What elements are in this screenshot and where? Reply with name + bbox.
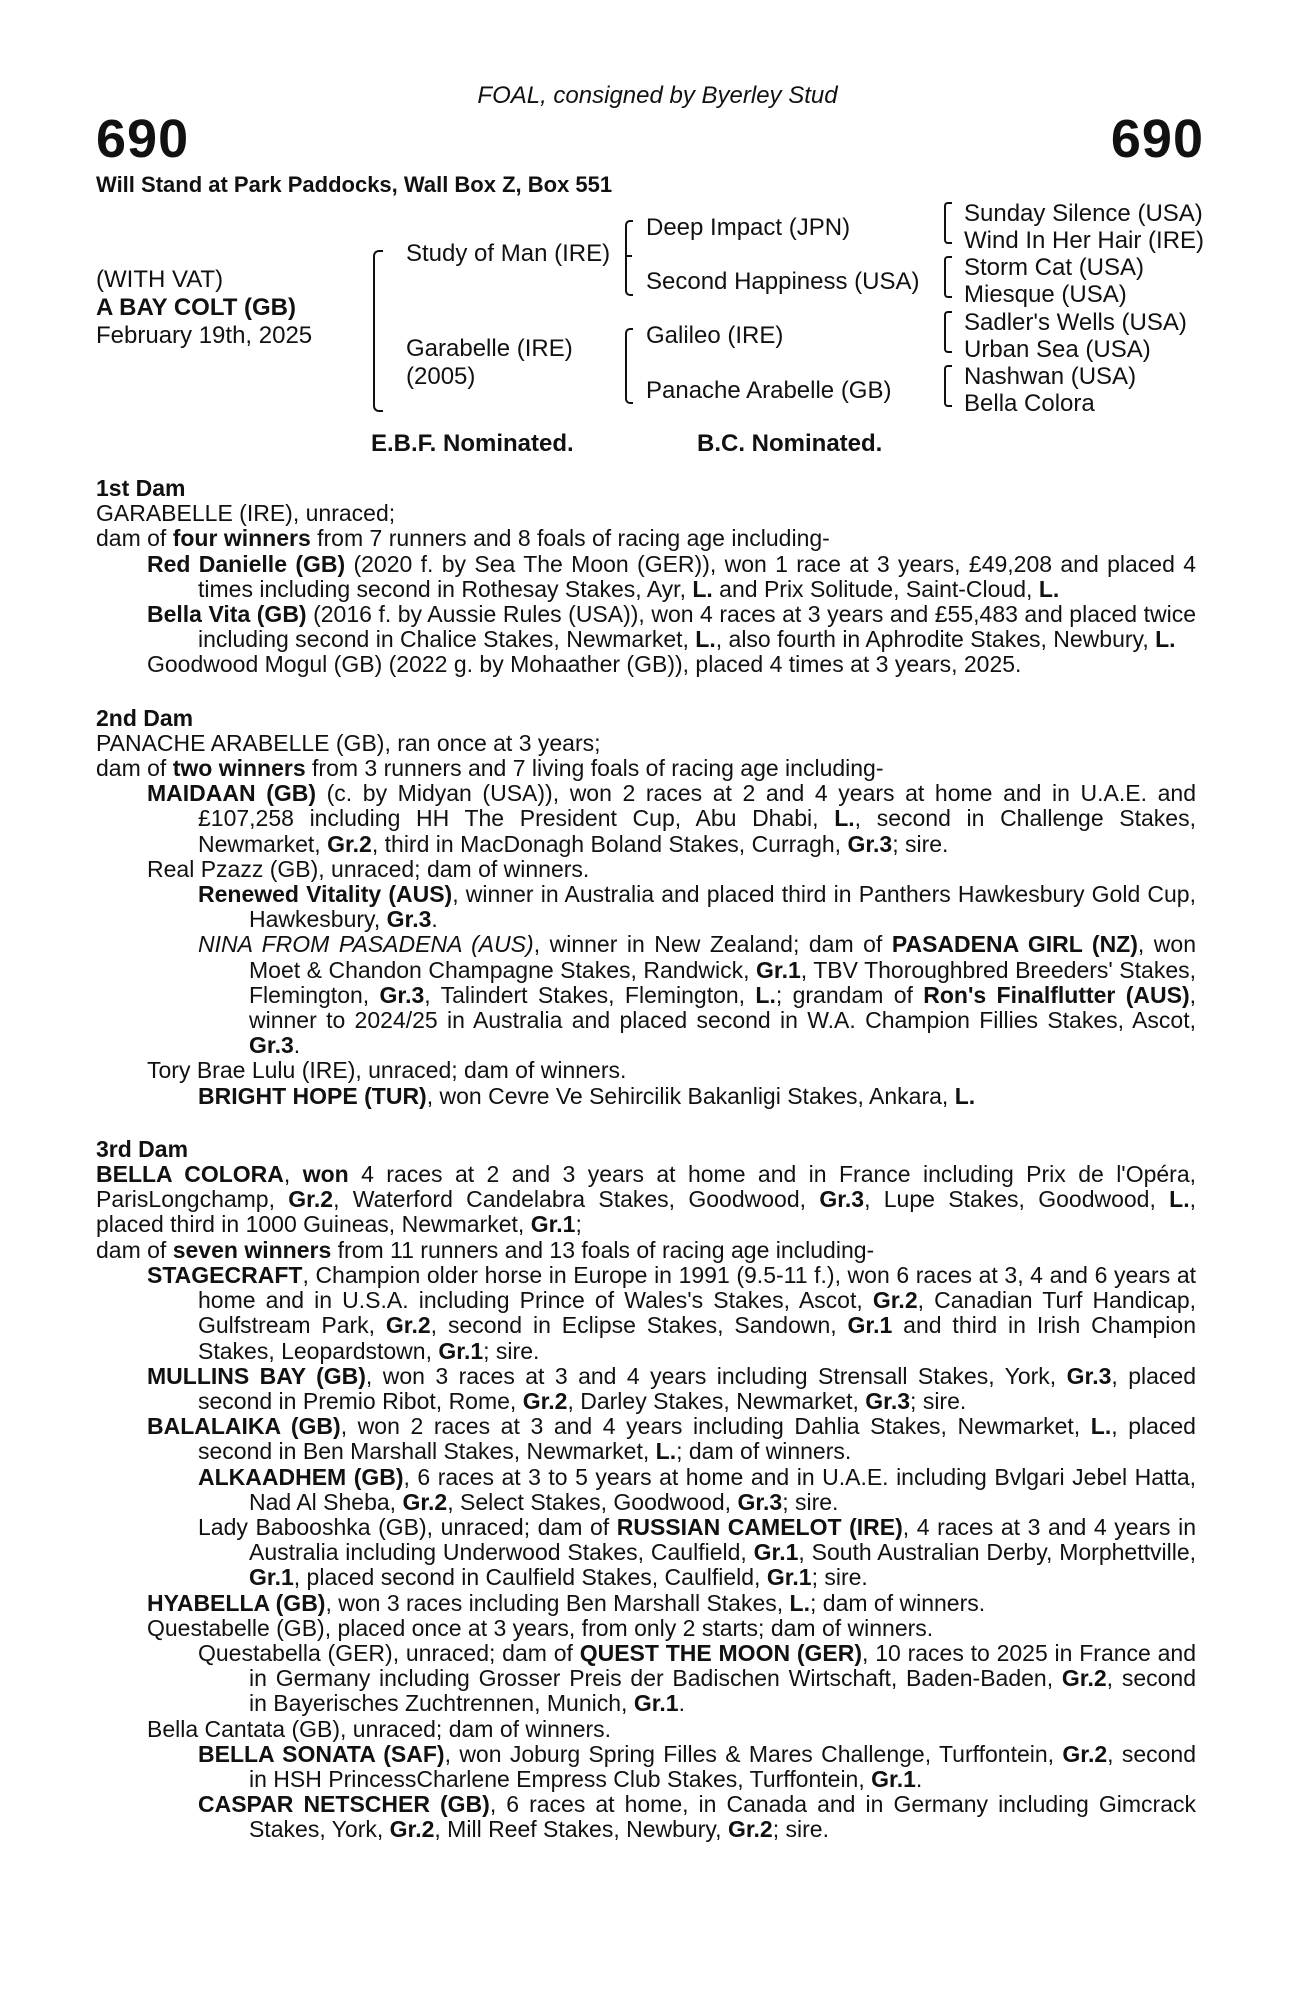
second-dam-produce-summary: dam of two winners from 3 runners and 7 living foals of racing age including- <box>96 755 884 782</box>
first-dam-entry: Red Danielle (GB) (2020 f. by Sea The Moon (GER)), won 1 race at 3 years, £49,208 and placed 4 times including second in Rothesay Stakes, Ayr, L. and Prix Solitude, Saint-Cloud, L. <box>147 550 1196 602</box>
third-dam-entry: STAGECRAFT, Champion older horse in Europe in 1991 (9.5-11 f.), won 6 races at 3, 4 and 6 years at home and in U.S.A. including Prince of Wales's Stakes, Ascot, Gr.2, Canadian Turf Handicap, Gulfstream Park, Gr.2, second in Eclipse Stakes, Sandown, Gr.1 and third in Irish Champion Stakes, Leopardstown, Gr.1; sire. <box>147 1261 1197 1364</box>
pedigree-g5: Sadler's Wells (USA) <box>964 309 1187 336</box>
third-dam-heading: 3rd Dam <box>96 1135 189 1162</box>
pedigree-sire-sire: Deep Impact (JPN) <box>646 214 851 241</box>
brace-sire-mid <box>625 255 632 257</box>
pedigree-dam-year: (2005) <box>406 363 476 390</box>
catalogue-body <box>96 476 1196 1843</box>
first-dam-heading: 1st Dam <box>96 475 186 501</box>
second-dam-entry: MAIDAAN (GB) (c. by Midyan (USA)), won 2 races at 2 and 4 years at home and in U.A.E. and £107,258 including HH The President Cup, Abu Dhabi, L., second in Challenge Stakes, Newmarket, Gr.2, third in MacDonagh Boland Stakes, Curragh, Gr.3; sire. <box>147 780 1196 857</box>
first-dam-entry: Goodwood Mogul (GB) (2022 g. by Mohaather (GB)), placed 4 times at 3 years, 2025. <box>147 651 1022 678</box>
first-dam-produce-summary: dam of four winners from 7 runners and 8 foals of racing age including- <box>96 525 830 552</box>
second-dam-subentry: Renewed Vitality (AUS), winner in Australia and placed third in Panthers Hawkesbury Gold Cup, Hawkesbury, Gr.3. <box>198 881 1196 933</box>
lot-title: A BAY COLT (GB) <box>96 294 297 321</box>
third-dam-entry: BALALAIKA (GB), won 2 races at 3 and 4 years including Dahlia Stakes, Newmarket, L., placed second in Ben Marshall Stakes, Newmarket, L.; dam of winners. <box>147 1413 1196 1465</box>
pedigree-g2: Wind In Her Hair (IRE) <box>964 227 1205 254</box>
pedigree-dam: Garabelle (IRE) <box>406 335 573 362</box>
second-dam-subentry: BRIGHT HOPE (TUR), won Cevre Ve Sehircilik Bakanligi Stakes, Ankara, L. <box>198 1082 976 1109</box>
brace-g3 <box>944 311 952 353</box>
first-dam-line: GARABELLE (IRE), unraced; <box>96 500 396 527</box>
foaling-date: February 19th, 2025 <box>96 322 313 349</box>
brace-g1 <box>944 202 952 244</box>
pedigree-g7: Nashwan (USA) <box>964 363 1137 390</box>
third-dam-produce-summary: dam of seven winners from 11 runners and 13 foals of racing age including- <box>96 1236 875 1263</box>
first-dam-entry: Bella Vita (GB) (2016 f. by Aussie Rules (USA)), won 4 races at 3 years and £55,483 and placed twice including second in Chalice Stakes, Newmarket, L., also fourth in Aphrodite Stakes, Newbury, L. <box>147 601 1196 653</box>
brace-g4 <box>944 365 952 407</box>
consignor-line: FOAL, consigned by Byerley Stud <box>477 82 838 109</box>
brace-sire <box>625 220 633 296</box>
third-dam-entry: Questabelle (GB), placed once at 3 years, from only 2 starts; dam of winners. <box>147 1614 934 1641</box>
third-dam-subentry: Questabella (GER), unraced; dam of QUEST THE MOON (GER), 10 races to 2025 in France and in Germany including Grosser Preis der Badischen Wirtschaft, Baden-Baden, Gr.2, second in Bayerisches Zuchtrennen, Munich, Gr.1. <box>198 1639 1196 1717</box>
second-dam-line: PANACHE ARABELLE (GB), ran once at 3 years; <box>96 729 601 756</box>
pedigree-sire-dam: Second Happiness (USA) <box>646 268 920 295</box>
second-dam-subentry: NINA FROM PASADENA (AUS), winner in New Zealand; dam of PASADENA GIRL (NZ), won Moet & Chandon Champagne Stakes, Randwick, Gr.1, TBV Thoroughbred Breeders' Stakes, Flemington, Gr.3, Talindert Stakes, Flemington, L.; grandam of Ron's Finalflutter (AUS), winner to 2024/25 in Australia and placed second in W.A. Champion Fillies Stakes, Ascot, Gr.3. <box>198 931 1197 1059</box>
pedigree-g3: Storm Cat (USA) <box>964 254 1145 281</box>
third-dam-subentry: ALKAADHEM (GB), 6 races at 3 to 5 years at home and in U.A.E. including Bvlgari Jebel Hatta, Nad Al Sheba, Gr.2, Select Stakes, Goodwood, Gr.3; sire. <box>198 1463 1196 1515</box>
bc-nomination: B.C. Nominated. <box>697 430 883 457</box>
pedigree-dam-dam: Panache Arabelle (GB) <box>646 377 892 404</box>
pedigree-sire: Study of Man (IRE) <box>406 240 611 267</box>
ebf-nomination: E.B.F. Nominated. <box>371 430 574 457</box>
lot-number-right: 690 <box>1110 109 1204 169</box>
third-dam-subentry: Lady Babooshka (GB), unraced; dam of RUSSIAN CAMELOT (IRE), 4 races at 3 and 4 years in Australia including Underwood Stakes, Caulfield, Gr.1, South Australian Derby, Morphettville, Gr.1, placed second in Caulfield Stakes, Caulfield, Gr.1; sire. <box>198 1513 1197 1591</box>
pedigree-g4: Miesque (USA) <box>964 281 1127 308</box>
lot-number-left: 690 <box>96 109 190 169</box>
stand-location: Will Stand at Park Paddocks, Wall Box Z, Box 551 <box>96 172 613 197</box>
third-dam-subentry: BELLA SONATA (SAF), won Joburg Spring Filles & Mares Challenge, Turffontein, Gr.2, second in HSH PrincessCharlene Empress Club Stakes, Turffontein, Gr.1. <box>198 1740 1197 1792</box>
second-dam-entry: Tory Brae Lulu (IRE), unraced; dam of winners. <box>147 1057 627 1084</box>
vat-note: (WITH VAT) <box>96 266 224 293</box>
second-dam-heading: 2nd Dam <box>96 704 194 731</box>
brace-main <box>373 250 383 412</box>
third-dam-line: BELLA COLORA, won 4 races at 2 and 3 years at home and in France including Prix de l'Opéra, ParisLongchamp, Gr.2, Waterford Candelabra Stakes, Goodwood, Gr.3, Lupe Stakes, Goodwood, L., placed third in 1000 Guineas, Newmarket, Gr.1; <box>96 1161 1197 1238</box>
brace-dam <box>625 328 633 404</box>
brace-g2 <box>944 256 952 298</box>
pedigree-g1: Sunday Silence (USA) <box>964 200 1203 227</box>
third-dam-entry: HYABELLA (GB), won 3 races including Ben Marshall Stakes, L.; dam of winners. <box>147 1589 986 1616</box>
pedigree-g8: Bella Colora <box>964 390 1095 417</box>
second-dam-entry: Real Pzazz (GB), unraced; dam of winners. <box>147 855 590 882</box>
third-dam-entry: Bella Cantata (GB), unraced; dam of winners. <box>147 1715 612 1742</box>
pedigree-dam-sire: Galileo (IRE) <box>646 322 784 349</box>
third-dam-entry: MULLINS BAY (GB), won 3 races at 3 and 4 years including Strensall Stakes, York, Gr.3, placed second in Premio Ribot, Rome, Gr.2, Darley Stakes, Newmarket, Gr.3; sire. <box>147 1362 1197 1414</box>
third-dam-subentry: CASPAR NETSCHER (GB), 6 races at home, in Canada and in Germany including Gimcrack Stakes, York, Gr.2, Mill Reef Stakes, Newbury, Gr.2; sire. <box>198 1791 1196 1843</box>
pedigree-g6: Urban Sea (USA) <box>964 336 1151 363</box>
